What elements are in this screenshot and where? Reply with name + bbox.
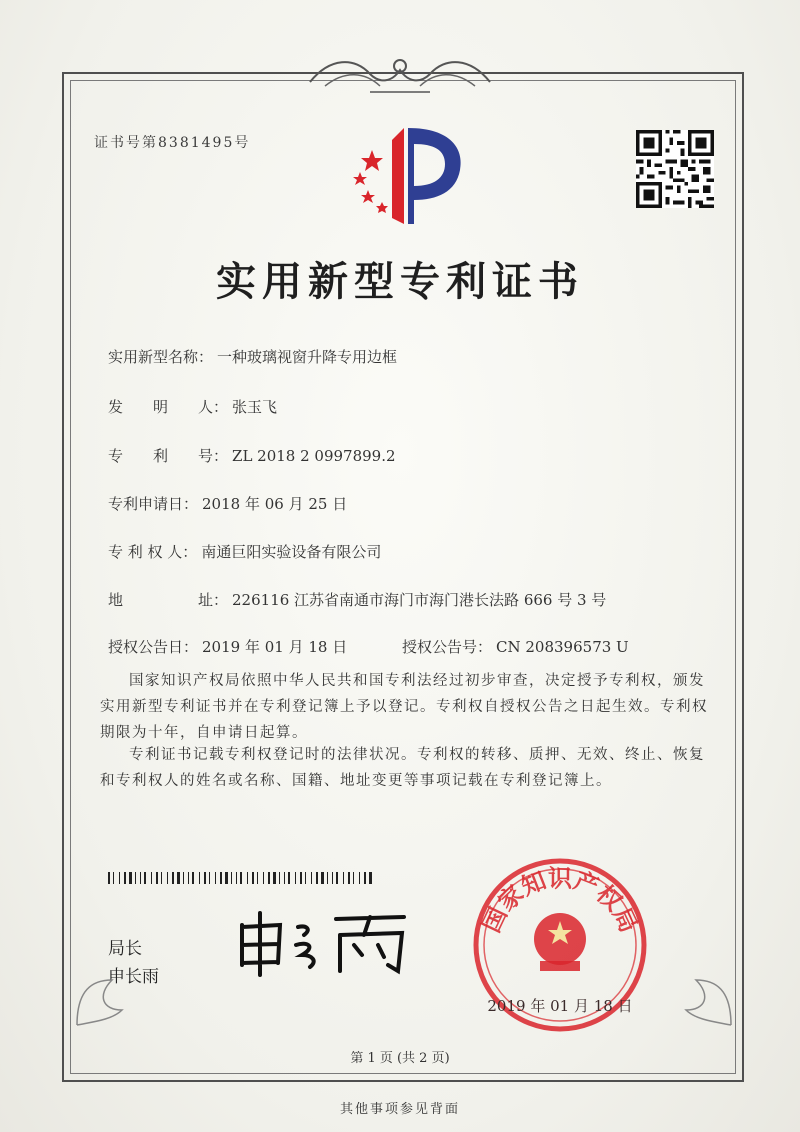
field-label: 专 利 权 人：: [108, 543, 198, 561]
director-name: 申长雨: [108, 967, 159, 987]
body-paragraph: 专利证书记载专利权登记时的法律状况。专利权的转移、质押、无效、终止、恢复和专利权人的姓名或名称、国籍、地址变更等事项记载在专利登记簿上。: [100, 747, 705, 789]
field-patent-number: [108, 445, 396, 466]
field-utility-model-name: [108, 346, 397, 367]
field-value: 2018 年 06 月 25 日: [202, 495, 348, 513]
certificate-title: 实用新型专利证书: [216, 258, 584, 305]
field-grant-announcement-number: [402, 636, 629, 657]
field-value: 张玉飞: [232, 398, 278, 416]
field-label: 授权公告日：: [108, 638, 199, 656]
field-value: 南通巨阳实验设备有限公司: [201, 543, 382, 561]
patent-office-emblem-icon: [342, 120, 467, 232]
field-address: [108, 589, 606, 610]
field-inventor: [108, 396, 277, 417]
page-number: 第 1 页 (共 2 页): [350, 1051, 450, 1066]
corner-ornament-icon: [646, 940, 736, 1030]
certificate-number: 证书号第8381495号: [94, 135, 251, 151]
field-patentee: [108, 541, 381, 562]
field-value: CN 208396573 U: [496, 638, 629, 656]
field-label: 专 利 号：: [108, 447, 229, 465]
top-ornament-icon: [300, 52, 500, 96]
field-label: 专利申请日：: [108, 495, 199, 513]
field-label: 发 明 人：: [108, 398, 229, 416]
barcode: [108, 872, 376, 884]
handwritten-signature: [232, 905, 412, 977]
field-value: 2019 年 01 月 18 日: [202, 638, 348, 656]
field-value: ZL 2018 2 0997899.2: [232, 447, 396, 465]
field-filing-date: [108, 493, 347, 514]
field-label: 授权公告号：: [402, 638, 493, 656]
field-grant-announcement-date: [108, 636, 347, 657]
field-value: 一种玻璃视窗升降专用边框: [217, 348, 398, 366]
footer-note: 其他事项参见背面: [339, 1102, 460, 1117]
seal-date: 2019 年 01 月 18 日: [487, 997, 633, 1015]
field-label: 实用新型名称：: [108, 348, 214, 366]
qr-code: [636, 130, 714, 208]
seal-text: 国家知识产权局: [476, 863, 644, 937]
director-title: 局长: [108, 939, 142, 959]
field-label: 地 址：: [108, 591, 229, 609]
body-paragraph: 国家知识产权局依照中华人民共和国专利法经过初步审查，决定授予专利权，颁发实用新型专利证书并在专利登记簿上予以登记。专利权自授权公告之日起生效。专利权期限为十年，自申请日起算。: [100, 673, 708, 741]
field-value: 226116 江苏省南通市海门市海门港长法路 666 号 3 号: [232, 591, 607, 609]
